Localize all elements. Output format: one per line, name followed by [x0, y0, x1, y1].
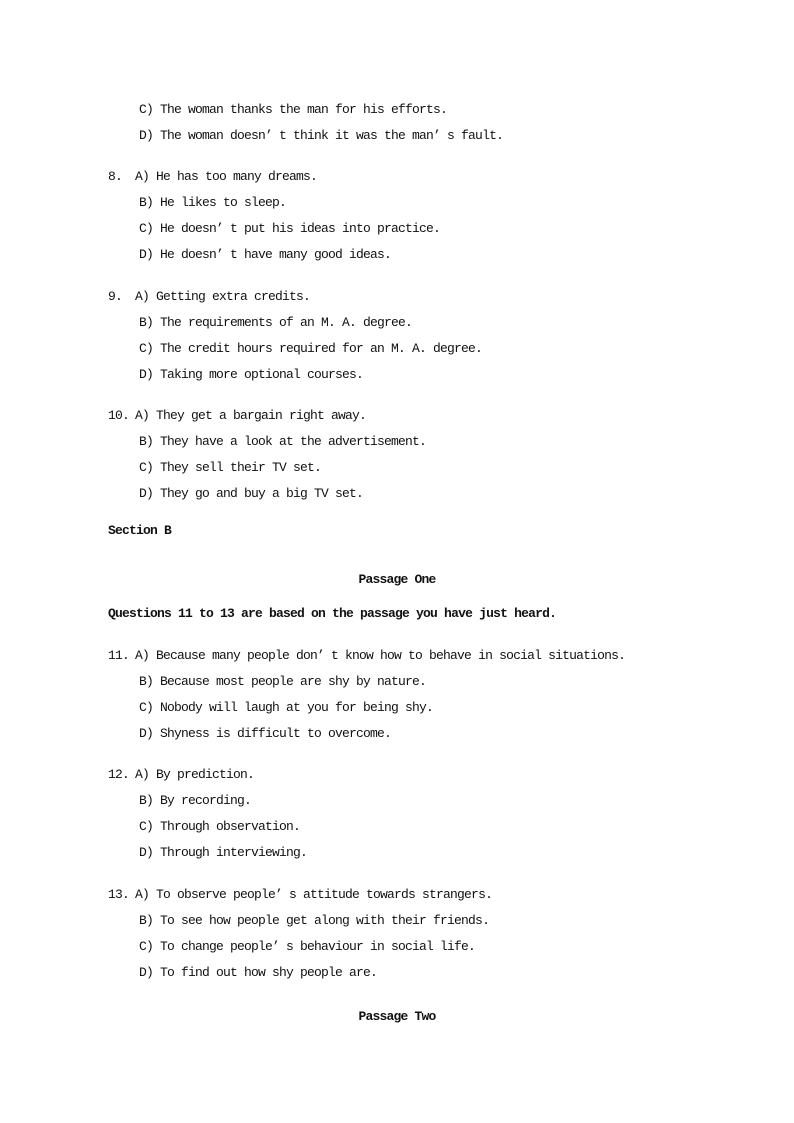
option-d: D) Taking more optional courses. [139, 367, 364, 382]
option-a: A) Getting extra credits. [135, 289, 311, 304]
question-row [0, 882, 794, 908]
question-number: 10. [108, 408, 130, 423]
section-heading: Section B [108, 523, 172, 538]
question-8 [0, 164, 794, 268]
question-7-continuation [0, 97, 794, 149]
option-c: C) The credit hours required for an M. A. degree. [139, 341, 483, 356]
passage-one-instruction [0, 601, 794, 627]
option-b: B) Because most people are shy by nature. [139, 674, 427, 689]
question-13 [0, 882, 794, 986]
question-number: 13. [108, 887, 130, 902]
passage-title: Passage One [358, 572, 436, 587]
passage-title: Passage Two [358, 1009, 436, 1024]
question-number: 8. [108, 169, 123, 184]
question-11 [0, 643, 794, 747]
question-12 [0, 762, 794, 866]
section-b [0, 518, 794, 544]
question-row [0, 762, 794, 788]
question-row [0, 643, 794, 669]
option-c: C) He doesn’ t put his ideas into practice. [139, 221, 441, 236]
option-c: C) Through observation. [139, 819, 301, 834]
option-a: A) Because many people don’ t know how to behave in social situations. [135, 648, 626, 663]
option-b: B) He likes to sleep. [139, 195, 287, 210]
question-number: 11. [108, 648, 130, 663]
question-row [0, 403, 794, 429]
passage-two [0, 1004, 794, 1030]
option-c: C) To change people’ s behaviour in social life. [139, 939, 476, 954]
option-a: A) He has too many dreams. [135, 169, 318, 184]
option-b: B) The requirements of an M. A. degree. [139, 315, 413, 330]
option-c: C) Nobody will laugh at you for being shy. [139, 700, 434, 715]
option-d: D) To find out how shy people are. [139, 965, 378, 980]
option-a: A) By prediction. [135, 767, 255, 782]
question-10 [0, 403, 794, 507]
question-number: 9. [108, 289, 123, 304]
option-d: D) Shyness is difficult to overcome. [139, 726, 392, 741]
passage-one [0, 567, 794, 593]
question-9 [0, 284, 794, 388]
option-d: D) Through interviewing. [139, 845, 308, 860]
option-c: C) The woman thanks the man for his efforts. [139, 102, 448, 117]
instruction-text: Questions 11 to 13 are based on the passage you have just heard. [108, 606, 557, 621]
option-a: A) To observe people’ s attitude towards strangers. [135, 887, 493, 902]
option-b: B) By recording. [139, 793, 252, 808]
question-row [0, 164, 794, 190]
option-a: A) They get a bargain right away. [135, 408, 367, 423]
option-d: D) The woman doesn’ t think it was the man’ s fault. [139, 128, 504, 143]
option-d: D) He doesn’ t have many good ideas. [139, 247, 392, 262]
option-d: D) They go and buy a big TV set. [139, 486, 364, 501]
question-number: 12. [108, 767, 130, 782]
question-row [0, 284, 794, 310]
option-b: B) They have a look at the advertisement. [139, 434, 427, 449]
option-c: C) They sell their TV set. [139, 460, 322, 475]
option-b: B) To see how people get along with their friends. [139, 913, 490, 928]
